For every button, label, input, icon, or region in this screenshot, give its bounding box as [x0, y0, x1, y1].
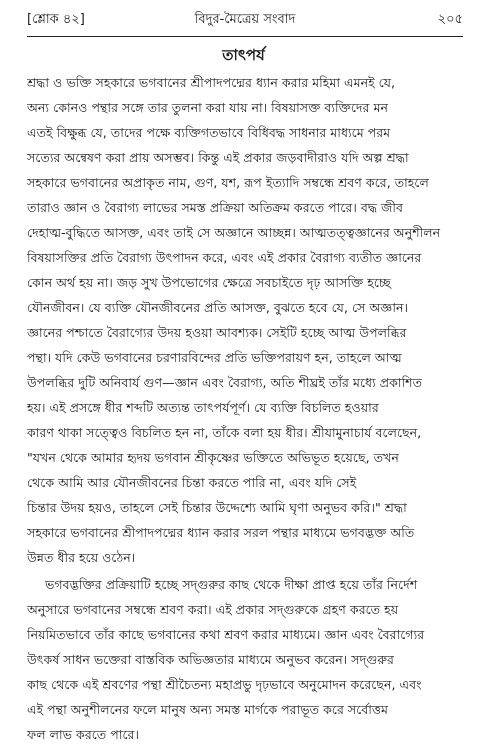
text-line: দেহাত্ম-বুদ্ধিতে আসক্ত, এবং তাই সে অজ্ঞানে আচ্ছন্ন। আত্মতত্ত্বজ্ঞানের অনুশীলন	[27, 225, 441, 240]
quote-line: থেকে আমি আর যৌনজীবনের চিন্তা করতে পারি না, এবং যদি সেই	[27, 475, 357, 490]
text-line: এই পন্থা অনুশীলনের ফলে মানুষ অন্য সমস্ত মার্গকে পরাভূত করে সর্বোত্তম	[27, 702, 388, 717]
text-line: জ্ঞানের পশ্চাতে বৈরাগ্যের উদয় হওয়া আবশ্যক। সেইটি হচ্ছে আত্ম উপলব্ধির	[27, 325, 407, 340]
text-line: যৌনজীবন। যে ব্যক্তি যৌনজীবনের প্রতি আসক্ত, বুঝতে হবে যে, সে অজ্ঞান।	[27, 300, 409, 315]
purport-body	[27, 70, 463, 747]
text-line: সত্যের অন্বেষণ করা প্রায় অসম্ভব। কিন্তু এই প্রকার জড়বাদীরাও যদি অল্প শ্রদ্ধা	[27, 150, 409, 165]
text-line: অন্য কোনও পন্থার সঙ্গে তার তুলনা করা যায় না। বিষয়াসক্ত ব্যক্তিদের মন	[27, 100, 388, 115]
text-line: কোন অর্থ হয় না। জড় সুখ উপভোগের ক্ষেত্রে সবচাইতে দৃঢ় আসক্তি হচ্ছে	[27, 275, 391, 290]
quote-line: "যখন থেকে আমার হৃদয় ভগবান শ্রীকৃষ্ণের ভক্তিতে অভিভূত হয়েছে, তখন	[27, 450, 399, 465]
text-line: সহকারে ভগবানের শ্রীপাদপদ্মের ধ্যান করার সরল পন্থার মাধ্যমে ভগবদ্ভক্ত অতি	[27, 525, 415, 540]
page-number: ২০৫	[437, 11, 463, 27]
text-line: ফল লাভ করতে পারে।	[27, 727, 139, 742]
text-line: সহকারে ভগবানের অপ্রাকৃত নাম, গুণ, যশ, রূপ ইত্যাদি সম্বন্ধে শ্রবণ করে, তাহলে	[27, 175, 429, 190]
text-line: হয়। এই প্রসঙ্গে ধীর শব্দটি অত্যন্ত তাৎপর্যপূর্ণ। যে ব্যক্তি বিচলিত হওয়ার	[27, 400, 379, 415]
quote-line: চিন্তার উদয় হয়ও, তাহলে সেই চিন্তার উদ্দেশ্যে আমি ঘৃণা অনুভব করি।" শ্রদ্ধা	[27, 500, 407, 515]
page-header	[27, 6, 463, 34]
text-line: শ্রদ্ধা ও ভক্তি সহকারে ভগবানের শ্রীপাদপদ্মের ধ্যান করার মহিমা এমনই যে,	[27, 75, 396, 90]
paragraph-start-line: ভগবদ্ভক্তির প্রক্রিয়াটি হচ্ছে সদ্গুরুর কাছ থেকে দীক্ষা প্রাপ্ত হয়ে তাঁর নির্দেশ	[45, 577, 418, 592]
section-title: তাৎপর্য	[222, 46, 265, 64]
text-line: এতই বিক্ষুব্ধ যে, তাদের পক্ষে ব্যক্তিগতভাবে বিধিবদ্ধ সাধনার মাধ্যমে পরম	[27, 125, 391, 140]
text-line: পন্থা। যদি কেউ ভগবানের চরণারবিন্দের প্রতি ভক্তিপরায়ণ হন, তাহলে আত্ম	[27, 350, 402, 365]
running-title: বিদুর-মৈত্রেয় সংবাদ	[194, 11, 296, 27]
text-line: উন্নত ধীর হয়ে ওঠেন।	[27, 550, 136, 565]
text-line: নিয়মিতভাবে তাঁর কাছে ভগবানের কথা শ্রবণ করার মাধ্যমে। জ্ঞান এবং বৈরাগ্যের	[27, 627, 425, 642]
text-line: কাছ থেকে এই শ্রবণের পন্থা শ্রীচৈতন্য মহাপ্রভু দৃঢ়ভাবে অনুমোদন করেছেন, এবং	[27, 677, 422, 692]
text-line: তারাও জ্ঞান ও বৈরাগ্য লাভের সমস্ত প্রক্রিয়া অতিক্রম করতে পারে। বদ্ধ জীব	[27, 200, 403, 215]
text-line: কারণ থাকা সত্ত্বেও বিচলিত হন না, তাঁকে বলা হয় ধীর। শ্রীযামুনাচার্য বলেছেন,	[27, 425, 422, 440]
text-line: অনুসারে ভগবানের সম্বন্ধে শ্রবণ করা। এই প্রকার সদ্গুরুকে গ্রহণ করতে হয়	[27, 602, 399, 617]
text-line: উৎকর্ষ সাধন ভক্তেরা বাস্তবিক অভিজ্ঞতার মাধ্যমে অনুভব করেন। সদ্গুরুর	[27, 652, 394, 667]
text-line: বিষয়াসক্তির প্রতি বৈরাগ্য উৎপাদন করে, এবং এই প্রকার বৈরাগ্য ব্যতীত জ্ঞানের	[27, 250, 422, 265]
text-line: উপলব্ধির দুটি অনিবার্য গুণ—জ্ঞান এবং বৈরাগ্য, অতি শীঘ্রই তাঁর মধ্যে প্রকাশিত	[27, 375, 423, 390]
verse-reference: [শ্লোক ৪২]	[27, 11, 85, 27]
header-rule	[27, 36, 463, 37]
